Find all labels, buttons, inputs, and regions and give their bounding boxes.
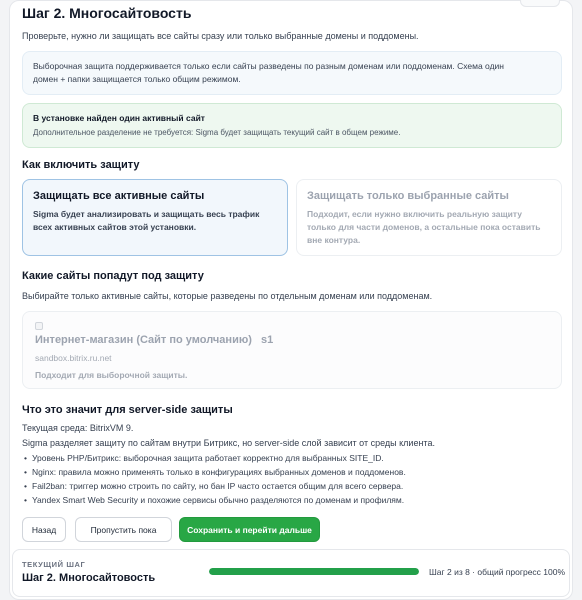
- option-protect-selected-line-2: только для части доменов, а остальные пока оставить: [307, 222, 541, 232]
- option-protect-all-desc: [33, 208, 277, 234]
- info-line-2: домен + папки защищается только общим режимом.: [33, 74, 241, 84]
- option-protect-selected-desc: [307, 208, 551, 247]
- server-side-env: Текущая среда: BitrixVM 9.: [22, 423, 134, 433]
- progress-footer: [12, 549, 570, 597]
- info-box: [22, 51, 562, 95]
- option-protect-all[interactable]: [22, 179, 288, 256]
- success-box: [22, 103, 562, 148]
- bullet-item: • Nginx: правила можно применять только в конфигурациях выбранных доменов и поддоменов.: [24, 465, 406, 479]
- option-protect-selected-line-1: Подходит, если нужно включить реальную защиту: [307, 209, 522, 219]
- progress-bar: [209, 568, 419, 575]
- server-side-intro: Sigma разделяет защиту по сайтам внутри Битрикс, но server-side слой зависит от среды клиента.: [22, 438, 435, 448]
- progress-bar-fill: [209, 568, 419, 575]
- current-step-title: Шаг 2. Многосайтовость: [22, 572, 156, 584]
- site-note: Подходит для выборочной защиты.: [35, 370, 188, 380]
- bullet-item: • Yandex Smart Web Security и похожие сервисы обычно разделяются по доменам и профилям.: [24, 493, 406, 507]
- sites-hint: Выбирайте только активные сайты, которые разведены по отдельным доменам или поддоменам.: [22, 291, 433, 301]
- back-button[interactable]: Назад: [22, 517, 66, 542]
- server-side-heading: Что это значит для server-side защиты: [22, 404, 233, 416]
- current-step-label: ТЕКУЩИЙ ШАГ: [22, 560, 86, 569]
- success-title: В установке найден один активный сайт: [33, 113, 205, 123]
- page-subtitle: Проверьте, нужно ли защищать все сайты сразу или только выбранные домены и поддомены.: [22, 31, 419, 41]
- bullet-item: • Fail2ban: триггер можно строить по сайту, но бан IP часто остается общим для всего сервера.: [24, 479, 406, 493]
- site-checkbox[interactable]: [35, 322, 43, 330]
- save-and-continue-button[interactable]: Сохранить и перейти дальше: [179, 517, 320, 542]
- option-protect-selected-line-3: вне контура.: [307, 235, 361, 245]
- wizard-card: [9, 0, 573, 600]
- site-domain: sandbox.bitrix.ru.net: [35, 353, 112, 363]
- option-protect-selected-title: Защищать только выбранные сайты: [307, 190, 509, 202]
- option-protect-all-line-1: Sigma будет анализировать и защищать весь трафик: [33, 209, 260, 219]
- top-right-button[interactable]: [520, 0, 560, 7]
- server-side-bullets: [24, 451, 406, 507]
- info-line-1: Выборочная защита поддерживается только если сайты разведены по разным доменам или поддоменам. Схема один: [33, 61, 505, 71]
- sites-heading: Какие сайты попадут под защиту: [22, 270, 204, 282]
- site-item: [22, 311, 562, 389]
- protection-heading: Как включить защиту: [22, 159, 140, 171]
- bullet-item: • Уровень PHP/Битрикс: выборочная защита работает корректно для выбранных SITE_ID.: [24, 451, 406, 465]
- skip-button[interactable]: Пропустить пока: [75, 517, 172, 542]
- progress-text: Шаг 2 из 8 · общий прогресс 100%: [429, 567, 566, 577]
- option-protect-selected[interactable]: [296, 179, 562, 256]
- option-protect-all-line-2: всех активных сайтов этой установки.: [33, 222, 197, 232]
- success-text: Дополнительное разделение не требуется: Sigma будет защищать текущий сайт в общем режиме.: [33, 128, 401, 137]
- site-name: Интернет-магазин (Сайт по умолчанию) s1: [35, 334, 274, 346]
- option-protect-all-title: Защищать все активные сайты: [33, 190, 205, 202]
- page-title: Шаг 2. Многосайтовость: [22, 5, 192, 21]
